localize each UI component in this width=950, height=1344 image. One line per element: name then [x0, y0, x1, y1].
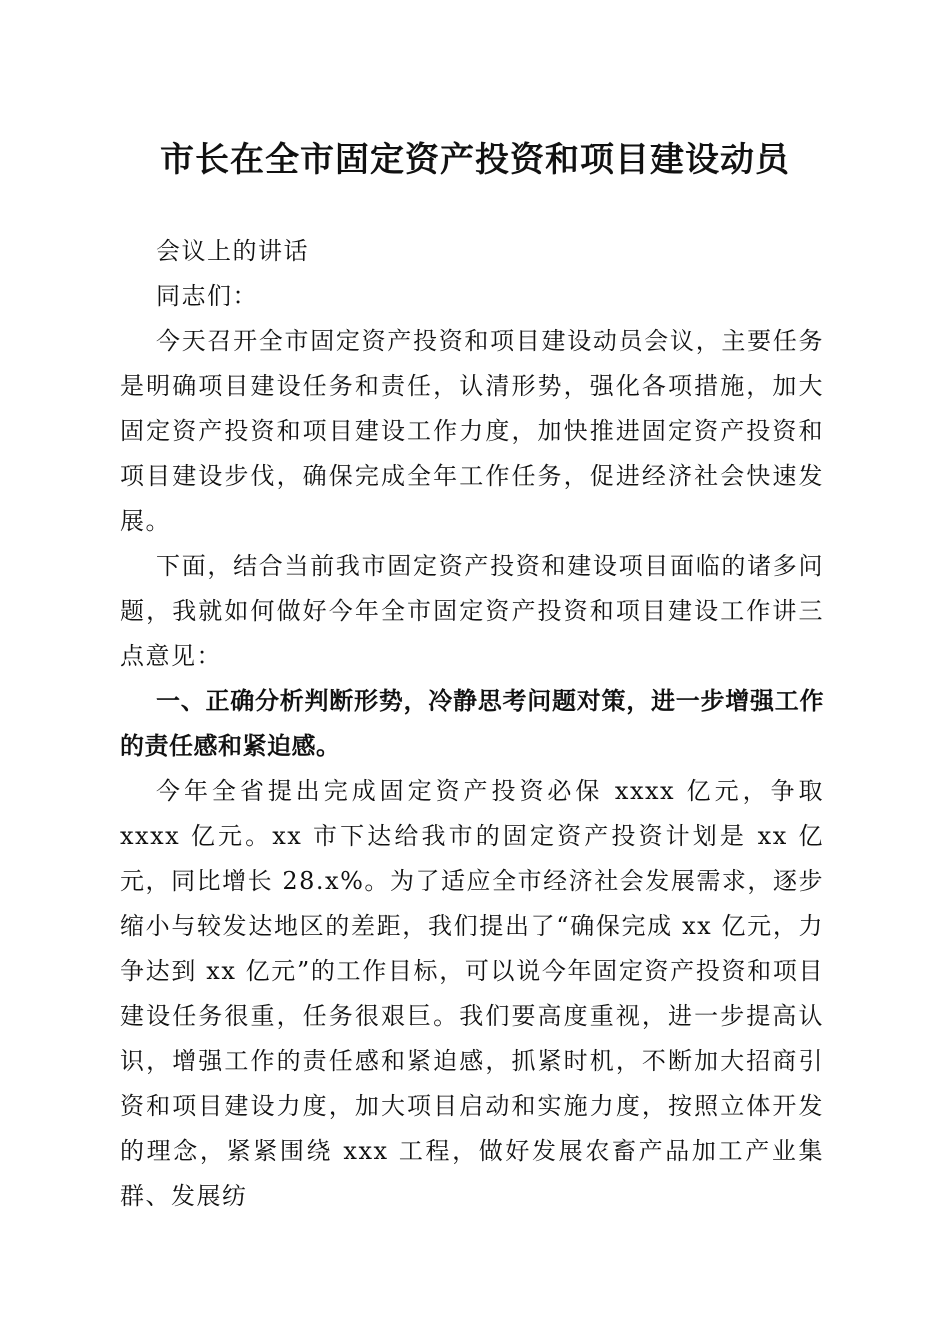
paragraph-section-1: 今年全省提出完成固定资产投资必保 xxxx 亿元，争取 xxxx 亿元。xx 市下达给我市的固定资产投资计划是 xx 亿元，同比增长 28.x%。为了适应全市经济社会发展需求，逐步缩小与较发达地区的差距，我们提出了“确保完成 xx 亿元，力争达到 xx 亿元”的工作目标，可以说今年固定资产投资和项目建设任务很重，任务很艰巨。我们要高度重视，进一步提高认识，增强工作的责任感和紧迫感，抓紧时机，不断加大招商引资和项目建设力度，加大项目启动和实施力度，按照立体开发的理念，紧紧围绕 xxx 工程，做好发展农畜产品加工产业集群、发展纺: [120, 777, 824, 1210]
section-heading: 一、正确分析判断形势，冷静思考问题对策，进一步增强工作的责任感和紧迫感。: [120, 687, 824, 760]
paragraph-outline: 下面，结合当前我市固定资产投资和建设项目面临的诸多问题，我就如何做好今年全市固定资产投资和项目建设工作讲三点意见：: [120, 552, 824, 670]
paragraph-intro: 今天召开全市固定资产投资和项目建设动员会议，主要任务是明确项目建设任务和责任，认清形势，强化各项措施，加大固定资产投资和项目建设工作力度，加快推进固定资产投资和项目建设步伐，确保完成全年工作任务，促进经济社会快速发展。: [120, 327, 824, 535]
document-title: 市长在全市固定资产投资和项目建设动员: [160, 140, 790, 180]
document-body: [120, 229, 824, 1219]
salutation: 同志们：: [156, 282, 258, 310]
title-continuation: 会议上的讲话: [156, 237, 309, 265]
